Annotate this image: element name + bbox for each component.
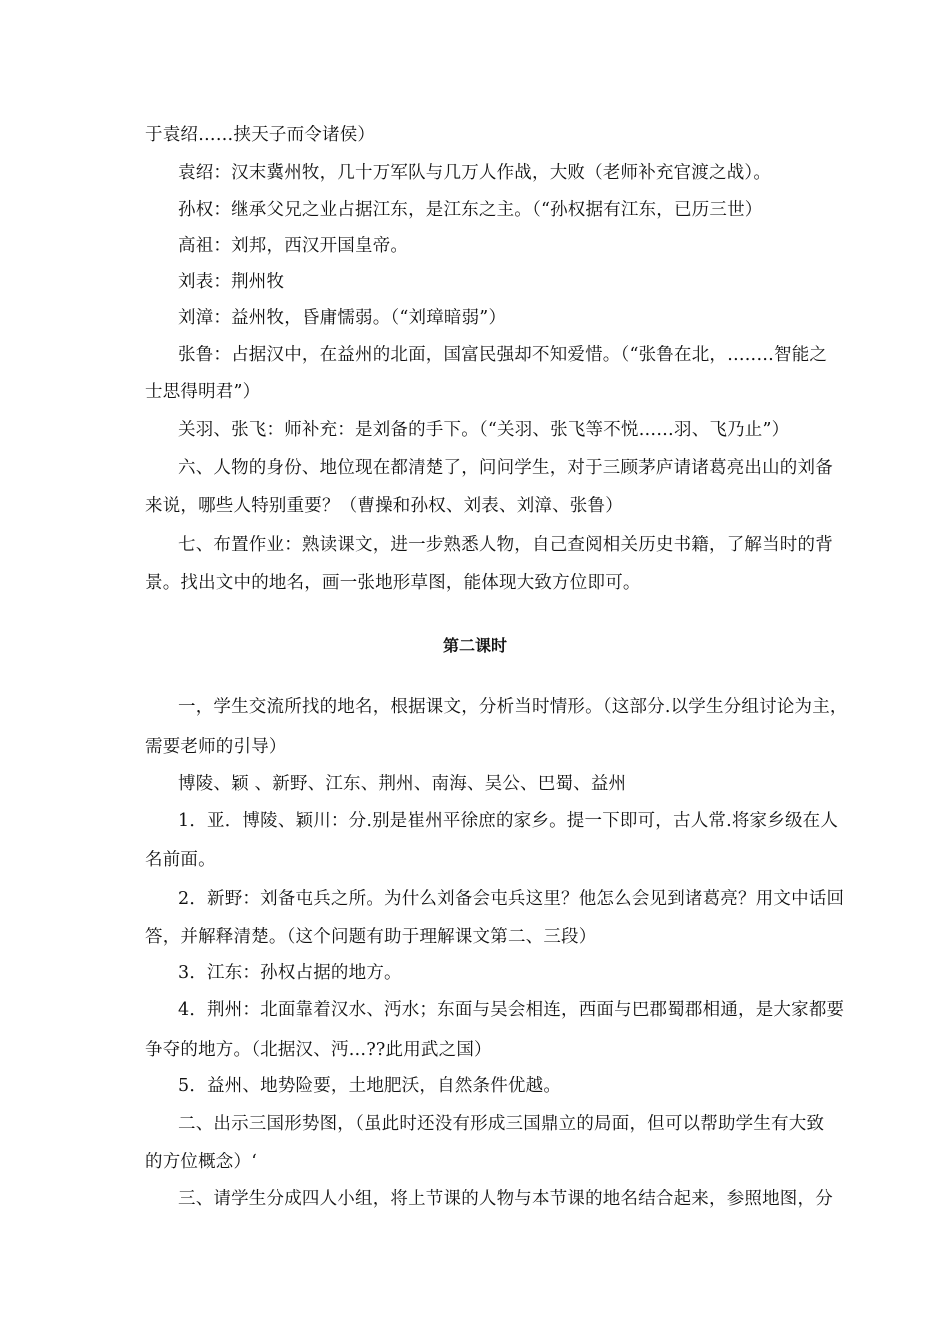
text-line: 的方位概念）‘	[145, 1152, 257, 1172]
text-line: 士思得明君”）	[145, 382, 261, 402]
text-line: 景。找出文中的地名，画一张地形草图，能体现大致方位即可。	[145, 573, 641, 593]
text-line: 2．新野：刘备屯兵之所。为什么刘备会屯兵这里？他怎么会见到诸葛亮？用文中话回	[178, 889, 845, 909]
text-line: 六、人物的身份、地位现在都清楚了，问问学生，对于三顾茅庐请诸葛亮出山的刘备	[178, 458, 833, 478]
text-line: 答，并解释清楚。（这个问题有助于理解课文第二、三段）	[145, 927, 597, 947]
text-line: 博陵、颖 、新野、江东、荆州、南海、吴公、巴蜀、益州	[178, 774, 627, 794]
text-line: 3．江东：孙权占据的地方。	[178, 963, 402, 983]
text-line: 袁绍：汉末冀州牧，几十万军队与几万人作战，大败（老师补充官渡之战）。	[178, 163, 772, 183]
text-line: 需要老师的引导）	[145, 737, 287, 757]
text-line: 1．亚．博陵、颖川：分.别是崔州平徐庶的家乡。提一下即可，古人常.将家乡级在人	[178, 811, 839, 831]
section-title: 第二课时	[442, 636, 507, 655]
text-line: 争夺的地方。（北据汉、沔…??此用武之国）	[145, 1040, 492, 1060]
text-line: 来说，哪些人特别重要？（曹操和孙权、刘表、刘漳、张鲁）	[145, 496, 623, 516]
text-line: 4．荆州：北面靠着汉水、沔水；东面与吴会相连，西面与巴郡蜀郡相通，是大家都要	[178, 1000, 845, 1020]
text-line: 三、请学生分成四人小组，将上节课的人物与本节课的地名结合起来，参照地图，分	[178, 1189, 833, 1209]
text-line: 高祖：刘邦，西汉开国皇帝。	[178, 236, 409, 256]
text-line: 名前面。	[145, 850, 216, 870]
text-line: 5．益州、地势险要，土地肥沃，自然条件优越。	[178, 1076, 562, 1096]
text-line: 于袁绍……挟天子而令诸侯）	[145, 125, 376, 145]
text-line: 张鲁：占据汉中，在益州的北面，国富民强却不知爱惜。（“张鲁在北，…..…智能之	[178, 345, 828, 365]
text-line: 一，学生交流所找的地名，根据课文，分析当时情形。（这部分.以学生分组讨论为主，	[178, 697, 848, 717]
text-line: 关羽、张飞：师补充：是刘备的手下。（“关羽、张飞等不悦……羽、飞乃止”）	[178, 420, 790, 440]
text-line: 七、布置作业：熟读课文，进一步熟悉人物，自己查阅相关历史书籍，了解当时的背	[178, 535, 833, 555]
text-line: 刘表：荆州牧	[178, 272, 285, 292]
text-line: 二、出示三国形势图，（虽此时还没有形成三国鼎立的局面，但可以帮助学生有大致	[178, 1114, 825, 1134]
text-line: 孙权：继承父兄之业占据江东，是江东之主。（“孙权据有江东，已历三世）	[178, 200, 763, 220]
text-line: 刘漳：益州牧，昏庸懦弱。（“刘璋暗弱”）	[178, 308, 507, 328]
